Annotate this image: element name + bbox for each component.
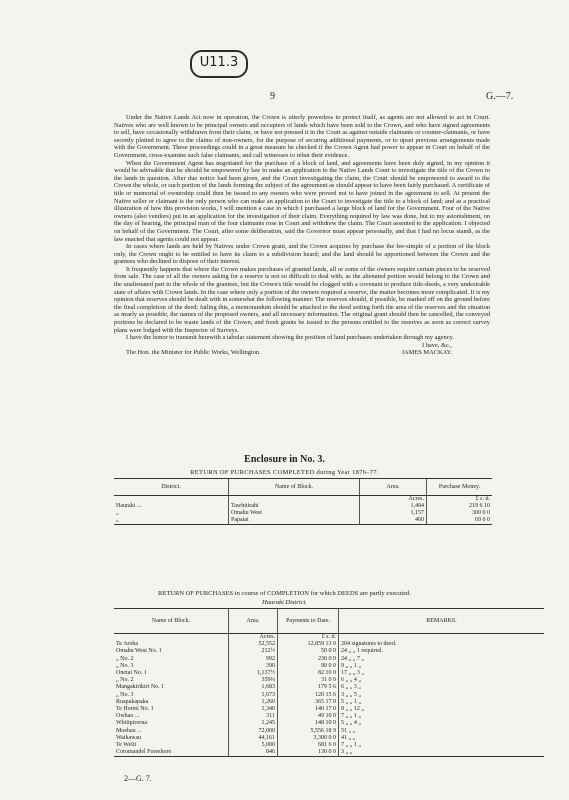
cell-remarks: 5 „ „ 1 „ [339,699,545,706]
table-row [114,720,544,727]
district-subtitle: Hauraki District. [262,599,307,606]
cell-name: Omahu West No. 1 [116,648,162,655]
header-payments: Payments to Date. [278,609,339,634]
cell-remarks: 6 „ „ 3 „ [339,684,545,691]
cell-remarks: 6 „ „ 4 „ [339,677,545,684]
cell-area: 72,000 [229,728,278,735]
cell-name: „ No. 3 [116,691,134,698]
cell-money: 120 15 6 [278,692,339,699]
cell-money: 49 10 0 [278,713,339,720]
cell-remarks: 9 „ „ 1 „ [339,663,545,670]
cell-remarks: 204 signatures to deed. [339,641,545,648]
table-row [114,735,544,742]
cell-remarks: 7 „ „ 1 „ [339,713,545,720]
cell-area: 390 [229,663,278,670]
cell-area: 359¼ [229,677,278,684]
cell-area: 212½ [229,648,278,655]
cell-remarks: 17 „ „ 3 „ [339,670,545,677]
cell-name: Waikawau [116,734,142,741]
cell-area: 44,161 [229,735,278,742]
cell-name: Owhao ... [116,713,140,720]
completed-purchases-table [114,478,492,525]
cell-money: 3,300 0 0 [278,735,339,742]
table-row [114,663,544,670]
cell-area: 1,137½ [229,670,278,677]
purchases-in-progress-table [114,608,544,757]
header-money: Purchase Money. [427,479,493,496]
table-row: Hauraki ... Tawhitirahi 1,484 219 6 10 [116,503,490,509]
cell-name: Te Horeti No. 1 [116,706,154,713]
paragraph: It frequently happens that where the Crown makes purchases of granted lands, all or some of the owners require certain pieces to be reserved from sale. The case of all the owners asking for a reserve is not so difficult to deal with, as the alienated portion would belong to the Crown and the unalienated part to the whole of the grantees, but the Crown's title would be clogged with a covenant to produce title-deeds, a very undesirable state of affairs with Crown lands. In the case where only a portion of the owners required a reserve, the matter becomes more complicated. It is my opinion that reserves should be dealt with in somewhat the following manner: The reserves should, if possible, be marked off on the ground before the final completion of the deed; failing this, a memorandum should be attached to the deed setting forth the area of the reserves and the situation as nearly as possible, the names of the proposed owners, and all necessary information. The original grant should then be cancelled, the conveyed portions be declared to be waste lands of the Crown, and fresh grants be issued to the persons entitled to the reserves as soon as correct survey plans were lodged with the Inspector of Surveys. [114,265,490,334]
cell-area: 311 [229,713,278,720]
cell-name: „ No. 2 [116,677,134,684]
cell-money: 50 0 0 [278,648,339,655]
cell-area: 1,245 [229,720,278,727]
cell-money: 365 17 0 [278,699,339,706]
cell-name: Onetai No. 1 [116,670,147,677]
cell-money: 12,859 13 0 [278,641,339,648]
addressee: The Hon. the Minister for Public Works, Wellington. [126,349,261,357]
signatory: JAMES MACKAY. [401,349,452,357]
cell-name: Te Aroha [116,641,139,648]
table-row [114,648,544,655]
area-unit: Acres. [229,634,278,642]
money-unit: £ s. d. [427,496,493,504]
cell-name: Coromandel Foreshore [116,749,172,756]
closing: I have, &c., [422,341,452,349]
page-number: 9 [270,91,275,102]
table-row [114,656,544,663]
cell-area: 5,000 [229,742,278,749]
cell-remarks: 24 „ „ 7 „ [339,656,545,663]
cell-name: Ruapakapaka [116,698,149,705]
paragraph: When the Government Agent has negotiated for the purchase of a block of land, and agreements have been duly signed, in my opinion it would be advisable that he should be empowered by law to make an application to the Native Lands Court to investigate the title of the Crown to the lands in question. After due notice had been given, and the Court investigating the claim, the Court should be empowered to award to the Crown the whole, or such portion of the lands forming the subject of the agreement as should appear to have been fairly purchased. A certificate of title or memorial of ownership could then be issued to any owners who were proved not to have joined in the agreement to sell. At present the Native seller or claimant is the only person who can make an application to the Court to investigate the title to a block of land; and as a practical illustration of how this provision works, I will mention a case in which I purchased a large block of land for the Government. Four of the Native owners (also vendors) put in an application for the investigation of their claim. Everything required by law was done, but to my astonishment, on the day of hearing, the principal man of the four claimants rose in Court and withdrew the claim. The Court assented to the application. I objected on behalf of the Government. The Court, after some deliberation, said the Governor must appear personally, and that I had no locus standi, as the law enacted that agents could not appear. [114,159,490,243]
area-unit: Acres. [360,496,427,504]
money-unit: £ s. d. [278,634,339,642]
table-row [114,699,544,706]
cell-area: 846 [229,749,278,757]
header-area: Area. [229,609,278,634]
header-block: Name of Block. [229,479,360,496]
table-row [114,684,544,691]
cell-area: 1,673 [229,692,278,699]
cell-money: 148 10 0 [278,720,339,727]
signature-row [114,349,490,357]
enclosure-title: Enclosure in No. 3. [244,454,325,465]
archive-stamp: U11.3 [190,50,248,78]
table-row [114,677,544,684]
cell-area: 1,683 [229,684,278,691]
return-in-progress-title: RETURN OF PURCHASES in course of COMPLETION for which DEEDS are partly executed. [158,590,411,597]
letter-body [114,114,490,357]
table-row [114,706,544,713]
cell-remarks: 24 „ „ 1 required. [339,648,545,655]
cell-money: 179 5 6 [278,684,339,691]
cell-remarks: 5 „ „ 4 „ [339,720,545,727]
paragraph: Under the Native Lands Act now in operation, the Crown is utterly powerless to protect itself, as agents are not allowed to act in Court. Natives who are well known to be principal owners and occupiers of lands which have been sold to the Crown, and who have signed agreements to sell, have occasionally withdrawn from their claim, or have not pressed it in the Court as against outside claimants or counter-claimants, or have secretly plotted to agree to the claims of non-owners, for the purpose of securing additional payments, or to upset previous arrangements made with the Government. These proceedings could in a great measure be checked if the Crown Agent had power to appear in Court on behalf of the Government, cross-examine such false claimants, and call witnesses to rebut their evidence. [114,114,490,159]
cell-remarks: 3 „ „ [339,749,545,757]
table-row [114,742,544,749]
cell-area: 1,260 [229,699,278,706]
closing-row [114,342,490,350]
cell-remarks: 51 „ „ [339,728,545,735]
cell-money: 230 0 0 [278,656,339,663]
cell-money: 82 10 0 [278,670,339,677]
footer-signature: 2—G. 7. [124,774,152,783]
cell-money: 5,556 18 9 [278,728,339,735]
cell-money: 681 6 0 [278,742,339,749]
cell-remarks: 7 „ „ 1 „ [339,742,545,749]
cell-name: Mangakirikiri No. 1 [116,684,165,691]
cell-money: 90 0 0 [278,663,339,670]
table-row [114,692,544,699]
header-district: District. [114,479,229,496]
table-row [114,641,544,648]
cell-name: Moehau ... [116,727,142,734]
header-area: Area. [360,479,427,496]
cell-name: „ No. 3 [116,662,134,669]
header-name: Name of Block. [114,609,229,634]
header-remarks: REMARKS. [339,609,545,634]
paragraph: In cases where lands are held by Natives under Crown grant, and the Crown acquires by purchase the fee-simple of a portion of the block only, the Crown ought to be entitled to have its claim to a subdivision heard; and the land should be apportioned between the Crown and the grantees who declined to dispose of their interest. [114,243,490,266]
cell-name: Whitipirorua [116,720,147,727]
cell-remarks: 41 „ „ [339,735,545,742]
table-row: „ Omahu West 1,157 300 0 0 [116,510,490,516]
paragraph: I have the honor to transmit herewith a tabular statement showing the position of land purchases undertaken through my agency. [126,334,454,342]
cell-area: 52,552 [229,641,278,648]
table-row [114,670,544,677]
page-reference: G.—7. [486,91,514,102]
cell-name: „ No. 2 [116,655,134,662]
cell-area: 1,340 [229,706,278,713]
cell-name: Te Weiti [116,742,137,749]
table-row [114,728,544,735]
table-row [114,749,544,757]
cell-remarks: 3 „ „ 5 „ [339,692,545,699]
cell-money: 31 0 0 [278,677,339,684]
table-row: „ Papatai 460 69 0 0 [116,517,490,523]
cell-remarks: 8 „ „ 12 „ [339,706,545,713]
cell-money: 130 0 0 [278,749,339,757]
table-row [114,713,544,720]
return-completed-title: RETURN OF PURCHASES COMPLETED during Year 1876–77. [190,469,379,476]
cell-money: 140 17 0 [278,706,339,713]
cell-area: 992 [229,656,278,663]
